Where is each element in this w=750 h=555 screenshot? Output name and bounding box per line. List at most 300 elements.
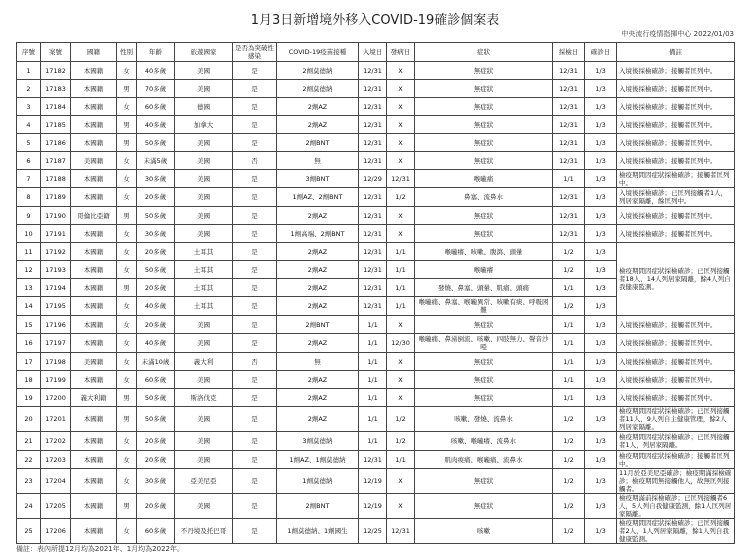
table-row bbox=[17, 225, 735, 243]
cell-vaccine: 3劑BNT bbox=[277, 170, 359, 188]
header-remark: 備註 bbox=[617, 43, 735, 62]
cell-sex: 男 bbox=[117, 407, 137, 432]
cell-breakthrough: 是 bbox=[233, 62, 277, 80]
header-breakthrough: 是否為突破性感染 bbox=[233, 43, 277, 62]
cell-nationality: 本國籍 bbox=[71, 261, 117, 279]
cell-remark: 入境後採檢確診；接觸者匡列中。 bbox=[617, 316, 735, 334]
cell-age: 20多歲 bbox=[137, 316, 175, 334]
cell-vaccine: 2劑莫德納 bbox=[277, 80, 359, 98]
cell-breakthrough: 是 bbox=[233, 451, 277, 469]
cell-nationality: 本國籍 bbox=[71, 134, 117, 152]
cell-serial: 13 bbox=[17, 279, 41, 297]
cell-onset-date: X bbox=[387, 353, 415, 371]
cell-entry-date: 12/31 bbox=[359, 207, 387, 225]
cell-onset-date: 1/2 bbox=[387, 407, 415, 432]
cell-serial: 8 bbox=[17, 188, 41, 207]
cell-sample-date: 12/31 bbox=[553, 134, 585, 152]
cell-nationality: 本國籍 bbox=[71, 407, 117, 432]
cell-case-no: 17184 bbox=[41, 98, 71, 116]
cell-sex: 男 bbox=[117, 207, 137, 225]
table-row bbox=[17, 134, 735, 152]
table-row bbox=[17, 243, 735, 261]
table-row bbox=[17, 62, 735, 80]
cell-confirm-date: 1/3 bbox=[585, 98, 617, 116]
cell-case-no: 17185 bbox=[41, 116, 71, 134]
cell-case-no: 17190 bbox=[41, 207, 71, 225]
cell-breakthrough: 是 bbox=[233, 279, 277, 297]
cell-breakthrough: 是 bbox=[233, 334, 277, 353]
cell-case-no: 17199 bbox=[41, 371, 71, 389]
cell-nationality: 哥倫比亞籍 bbox=[71, 207, 117, 225]
table-row bbox=[17, 316, 735, 334]
cell-serial: 1 bbox=[17, 62, 41, 80]
cell-sample-date: 1/1 bbox=[553, 279, 585, 297]
table-row bbox=[17, 353, 735, 371]
cell-serial: 21 bbox=[17, 432, 41, 451]
cell-sample-date: 1/2 bbox=[553, 494, 585, 519]
cell-sex: 女 bbox=[117, 98, 137, 116]
cell-confirm-date: 1/3 bbox=[585, 469, 617, 494]
cell-serial: 9 bbox=[17, 207, 41, 225]
cell-serial: 4 bbox=[17, 116, 41, 134]
cell-entry-date: 12/31 bbox=[359, 80, 387, 98]
cell-entry-date: 1/1 bbox=[359, 371, 387, 389]
cell-case-no: 17194 bbox=[41, 279, 71, 297]
cell-entry-date: 12/31 bbox=[359, 279, 387, 297]
cell-serial: 25 bbox=[17, 519, 41, 544]
cell-sex: 女 bbox=[117, 353, 137, 371]
cell-confirm-date: 1/3 bbox=[585, 389, 617, 407]
cell-remark: 入境後採檢確診；接觸者匡列中。 bbox=[617, 62, 735, 80]
cell-vaccine: 1劑高端、2劑BNT bbox=[277, 225, 359, 243]
cell-vaccine: 2劑AZ bbox=[277, 371, 359, 389]
cell-travel-country: 美國 bbox=[175, 432, 233, 451]
header-sample-date: 採檢日 bbox=[553, 43, 585, 62]
table-body bbox=[17, 62, 735, 544]
cell-symptoms: 咳嗽、發燒、流鼻水 bbox=[415, 407, 553, 432]
cell-serial: 23 bbox=[17, 469, 41, 494]
cell-serial: 2 bbox=[17, 80, 41, 98]
cell-breakthrough: 是 bbox=[233, 188, 277, 207]
cell-age: 50多歲 bbox=[137, 389, 175, 407]
cell-sample-date: 1/2 bbox=[553, 297, 585, 316]
cell-onset-date: X bbox=[387, 98, 415, 116]
cell-nationality: 本國籍 bbox=[71, 188, 117, 207]
cell-case-no: 17205 bbox=[41, 494, 71, 519]
cell-onset-date: 1/2 bbox=[387, 432, 415, 451]
cell-nationality: 本國籍 bbox=[71, 451, 117, 469]
cell-confirm-date: 1/3 bbox=[585, 170, 617, 188]
cell-remark: 檢疫期滿前採檢確診；已匡列接觸者6人，5人列自我健康監測，餘1人匡列居家隔離。 bbox=[617, 494, 735, 519]
cell-remark: 檢疫期間因症狀採檢確診；已匡列接觸者11人，9人列自主健康管理，餘2人列居家隔離。 bbox=[617, 407, 735, 432]
cell-sex: 男 bbox=[117, 494, 137, 519]
cell-breakthrough: 是 bbox=[233, 389, 277, 407]
cell-remark: 入境後採檢確診；接觸者匡列中。 bbox=[617, 225, 735, 243]
cell-sex: 男 bbox=[117, 134, 137, 152]
cell-sample-date: 1/2 bbox=[553, 469, 585, 494]
cell-symptoms: 無症狀 bbox=[415, 225, 553, 243]
cell-sex: 女 bbox=[117, 519, 137, 544]
cell-age: 未滿5歲 bbox=[137, 152, 175, 170]
cell-remark: 入境後採檢確診；接觸者匡列中。 bbox=[617, 207, 735, 225]
table-row bbox=[17, 152, 735, 170]
cell-entry-date: 12/31 bbox=[359, 152, 387, 170]
table-row bbox=[17, 451, 735, 469]
cell-remark: 入境後採檢確診；接觸者匡列中。 bbox=[617, 389, 735, 407]
cell-onset-date: X bbox=[387, 207, 415, 225]
cell-entry-date: 12/19 bbox=[359, 469, 387, 494]
cell-case-no: 17186 bbox=[41, 134, 71, 152]
cell-travel-country: 斯洛伐克 bbox=[175, 389, 233, 407]
cell-age: 60多歲 bbox=[137, 98, 175, 116]
cell-travel-country: 美國 bbox=[175, 152, 233, 170]
cell-onset-date: 12/31 bbox=[387, 519, 415, 544]
cell-sample-date: 12/31 bbox=[553, 225, 585, 243]
cell-case-no: 17202 bbox=[41, 432, 71, 451]
cell-travel-country: 美國 bbox=[175, 188, 233, 207]
cell-onset-date: 1/2 bbox=[387, 188, 415, 207]
cell-symptoms: 無症狀 bbox=[415, 134, 553, 152]
cell-travel-country: 美國 bbox=[175, 494, 233, 519]
header-symptoms: 症狀 bbox=[415, 43, 553, 62]
cell-breakthrough: 是 bbox=[233, 116, 277, 134]
cell-breakthrough: 否 bbox=[233, 353, 277, 371]
header-travel-country: 旅遊國家 bbox=[175, 43, 233, 62]
cell-sample-date: 1/1 bbox=[553, 334, 585, 353]
cell-sex: 男 bbox=[117, 116, 137, 134]
cell-serial: 12 bbox=[17, 261, 41, 279]
cell-entry-date: 12/31 bbox=[359, 243, 387, 261]
cell-travel-country: 加拿大 bbox=[175, 116, 233, 134]
cell-case-no: 17204 bbox=[41, 469, 71, 494]
cell-serial: 10 bbox=[17, 225, 41, 243]
cell-serial: 24 bbox=[17, 494, 41, 519]
cell-confirm-date: 1/3 bbox=[585, 432, 617, 451]
cell-symptoms: 無症狀 bbox=[415, 80, 553, 98]
cell-travel-country: 亞美尼亞 bbox=[175, 469, 233, 494]
cell-sex: 女 bbox=[117, 62, 137, 80]
cell-age: 40多歲 bbox=[137, 62, 175, 80]
cell-vaccine: 2劑AZ bbox=[277, 98, 359, 116]
cell-vaccine: 無 bbox=[277, 152, 359, 170]
cell-age: 50多歲 bbox=[137, 261, 175, 279]
cell-age: 30多歲 bbox=[137, 225, 175, 243]
cell-nationality: 本國籍 bbox=[71, 116, 117, 134]
cell-symptoms: 無症狀 bbox=[415, 152, 553, 170]
cell-nationality: 本國籍 bbox=[71, 297, 117, 316]
cell-remark: 入境後採檢確診；接觸者匡列中。 bbox=[617, 98, 735, 116]
table-row bbox=[17, 170, 735, 188]
cell-onset-date: X bbox=[387, 494, 415, 519]
cell-onset-date: 1/1 bbox=[387, 243, 415, 261]
cell-travel-country: 美國 bbox=[175, 62, 233, 80]
cell-entry-date: 12/31 bbox=[359, 297, 387, 316]
cell-case-no: 17193 bbox=[41, 261, 71, 279]
cell-confirm-date: 1/3 bbox=[585, 334, 617, 353]
cell-serial: 18 bbox=[17, 371, 41, 389]
cell-breakthrough: 是 bbox=[233, 494, 277, 519]
cell-nationality: 本國籍 bbox=[71, 62, 117, 80]
cell-serial: 5 bbox=[17, 134, 41, 152]
cell-entry-date: 12/31 bbox=[359, 116, 387, 134]
cell-remark: 入境後採檢確診；接觸者匡列中。 bbox=[617, 134, 735, 152]
cell-vaccine: 1劑莫德納 bbox=[277, 469, 359, 494]
cell-confirm-date: 1/3 bbox=[585, 371, 617, 389]
cell-case-no: 17182 bbox=[41, 62, 71, 80]
cell-vaccine: 2劑AZ bbox=[277, 243, 359, 261]
cell-case-no: 17189 bbox=[41, 188, 71, 207]
cell-sample-date: 12/31 bbox=[553, 207, 585, 225]
cell-sample-date: 1/2 bbox=[553, 432, 585, 451]
cell-sex: 女 bbox=[117, 432, 137, 451]
cell-case-no: 17203 bbox=[41, 451, 71, 469]
cell-travel-country: 美國 bbox=[175, 134, 233, 152]
cell-nationality: 美國籍 bbox=[71, 152, 117, 170]
cell-breakthrough: 是 bbox=[233, 316, 277, 334]
header-entry-date: 入境日 bbox=[359, 43, 387, 62]
cell-entry-date: 12/25 bbox=[359, 519, 387, 544]
cell-travel-country: 美國 bbox=[175, 407, 233, 432]
cell-travel-country: 不丹境及托巴哥 bbox=[175, 519, 233, 544]
cell-vaccine: 2劑AZ bbox=[277, 407, 359, 432]
cell-case-no: 17187 bbox=[41, 152, 71, 170]
header-sex: 性別 bbox=[117, 43, 137, 62]
cell-vaccine: 3劑莫德納 bbox=[277, 432, 359, 451]
cell-nationality: 義大利籍 bbox=[71, 389, 117, 407]
cell-travel-country: 土耳其 bbox=[175, 261, 233, 279]
cell-age: 40多歲 bbox=[137, 116, 175, 134]
cell-age: 未滿10歲 bbox=[137, 353, 175, 371]
cell-sample-date: 1/2 bbox=[553, 407, 585, 432]
cell-entry-date: 1/1 bbox=[359, 432, 387, 451]
cell-breakthrough: 是 bbox=[233, 469, 277, 494]
cell-nationality: 美國籍 bbox=[71, 353, 117, 371]
cell-sample-date: 12/31 bbox=[553, 152, 585, 170]
cell-confirm-date: 1/3 bbox=[585, 243, 617, 261]
cell-breakthrough: 是 bbox=[233, 225, 277, 243]
cell-symptoms: 肌肉痠痛、喉嚨痛、流鼻水 bbox=[415, 451, 553, 469]
cell-age: 20多歲 bbox=[137, 279, 175, 297]
cell-breakthrough: 是 bbox=[233, 134, 277, 152]
cell-nationality: 本國籍 bbox=[71, 279, 117, 297]
cell-symptoms: 無症狀 bbox=[415, 62, 553, 80]
cell-age: 20多歲 bbox=[137, 243, 175, 261]
cell-sex: 男 bbox=[117, 279, 137, 297]
cell-serial: 11 bbox=[17, 243, 41, 261]
cell-symptoms: 喉嚨痛、鼻涕倒流、咳嗽、四肢無力、聲音沙啞 bbox=[415, 334, 553, 353]
cell-sample-date: 12/31 bbox=[553, 62, 585, 80]
cell-travel-country: 美國 bbox=[175, 316, 233, 334]
cell-travel-country: 美國 bbox=[175, 207, 233, 225]
cell-age: 20多歲 bbox=[137, 451, 175, 469]
cell-onset-date: X bbox=[387, 316, 415, 334]
cell-sample-date: 12/31 bbox=[553, 116, 585, 134]
cell-onset-date: X bbox=[387, 62, 415, 80]
cell-symptoms: 喉嚨痛、鼻塞、喉嚨異常、咳嗽有痰、呼吸困難 bbox=[415, 297, 553, 316]
cell-sex: 女 bbox=[117, 188, 137, 207]
cell-breakthrough: 是 bbox=[233, 432, 277, 451]
cell-age: 20多歲 bbox=[137, 188, 175, 207]
cell-nationality: 本國籍 bbox=[71, 469, 117, 494]
cell-sample-date: 12/31 bbox=[553, 98, 585, 116]
cell-symptoms: 鼻塞、流鼻水 bbox=[415, 188, 553, 207]
cell-sex: 女 bbox=[117, 152, 137, 170]
cell-confirm-date: 1/3 bbox=[585, 207, 617, 225]
cell-travel-country: 美國 bbox=[175, 451, 233, 469]
cell-remark: 檢疫期間因症狀採檢確診；已匡列接觸者2人，1人列居家隔離，餘1人列自我健康監測。 bbox=[617, 519, 735, 544]
cell-travel-country: 土耳其 bbox=[175, 297, 233, 316]
cell-breakthrough: 是 bbox=[233, 371, 277, 389]
cell-entry-date: 12/19 bbox=[359, 494, 387, 519]
cell-onset-date: X bbox=[387, 152, 415, 170]
cell-remark: 入境後採檢確診；接觸者匡列中。 bbox=[617, 334, 735, 353]
cell-sample-date: 1/2 bbox=[553, 261, 585, 279]
cell-entry-date: 1/1 bbox=[359, 407, 387, 432]
cell-sample-date: 1/2 bbox=[553, 243, 585, 261]
cell-confirm-date: 1/3 bbox=[585, 451, 617, 469]
cell-confirm-date: 1/3 bbox=[585, 134, 617, 152]
cell-nationality: 本國籍 bbox=[71, 519, 117, 544]
cell-age: 20多歲 bbox=[137, 432, 175, 451]
cell-sample-date: 12/31 bbox=[553, 80, 585, 98]
cell-remark: 檢疫期間因症狀採檢確診；已匡列接觸者18人、14人列居家隔離，餘4人列自我健康監測。 bbox=[617, 243, 735, 316]
cell-onset-date: X bbox=[387, 225, 415, 243]
cell-vaccine: 2劑BNT bbox=[277, 316, 359, 334]
cell-onset-date: X bbox=[387, 469, 415, 494]
cell-vaccine: 2劑BNT bbox=[277, 134, 359, 152]
cell-serial: 6 bbox=[17, 152, 41, 170]
cell-remark: 入境後採檢確診；接觸者匡列中。 bbox=[617, 80, 735, 98]
table-row bbox=[17, 407, 735, 432]
cell-symptoms: 無症狀 bbox=[415, 316, 553, 334]
cell-onset-date: 1/1 bbox=[387, 279, 415, 297]
cell-symptoms: 無症狀 bbox=[415, 116, 553, 134]
cell-sex: 女 bbox=[117, 451, 137, 469]
cell-age: 40多歲 bbox=[137, 334, 175, 353]
cell-sex: 女 bbox=[117, 334, 137, 353]
table-header-row bbox=[17, 43, 735, 62]
cell-vaccine: 1劑莫德納、1劑國生 bbox=[277, 519, 359, 544]
case-table bbox=[16, 42, 735, 544]
cell-nationality: 本國籍 bbox=[71, 494, 117, 519]
cell-serial: 17 bbox=[17, 353, 41, 371]
cell-onset-date: X bbox=[387, 371, 415, 389]
header-onset-date: 發病日 bbox=[387, 43, 415, 62]
cell-case-no: 17197 bbox=[41, 334, 71, 353]
table-row bbox=[17, 188, 735, 207]
cell-travel-country: 美國 bbox=[175, 225, 233, 243]
cell-symptoms: 無症狀 bbox=[415, 98, 553, 116]
cell-confirm-date: 1/3 bbox=[585, 353, 617, 371]
cell-breakthrough: 是 bbox=[233, 80, 277, 98]
cell-age: 50多歲 bbox=[137, 407, 175, 432]
cell-serial: 19 bbox=[17, 389, 41, 407]
cell-vaccine: 2劑AZ bbox=[277, 279, 359, 297]
cell-symptoms: 無症狀 bbox=[415, 353, 553, 371]
cell-travel-country: 土耳其 bbox=[175, 243, 233, 261]
cell-remark: 檢疫期間因症狀採檢確診；接觸者匡列中。 bbox=[617, 170, 735, 188]
cell-serial: 15 bbox=[17, 316, 41, 334]
cell-nationality: 本國籍 bbox=[71, 334, 117, 353]
table-row bbox=[17, 334, 735, 353]
cell-breakthrough: 是 bbox=[233, 297, 277, 316]
cell-age: 50多歲 bbox=[137, 207, 175, 225]
cell-vaccine: 2劑AZ bbox=[277, 297, 359, 316]
cell-symptoms: 無症狀 bbox=[415, 371, 553, 389]
cell-case-no: 17188 bbox=[41, 170, 71, 188]
header-vaccine: COVID-19疫苗接種 bbox=[277, 43, 359, 62]
cell-vaccine: 2劑BNT bbox=[277, 494, 359, 519]
cell-remark: 檢疫期間因症狀採檢確診；已匡列接觸者1人，列居家隔離。 bbox=[617, 432, 735, 451]
cell-confirm-date: 1/3 bbox=[585, 261, 617, 279]
cell-confirm-date: 1/3 bbox=[585, 188, 617, 207]
cell-symptoms: 喉嚨癢 bbox=[415, 261, 553, 279]
cell-confirm-date: 1/3 bbox=[585, 152, 617, 170]
cell-onset-date: 1/1 bbox=[387, 261, 415, 279]
cell-case-no: 17206 bbox=[41, 519, 71, 544]
cell-travel-country: 美國 bbox=[175, 170, 233, 188]
cell-onset-date: X bbox=[387, 116, 415, 134]
cell-symptoms: 無症狀 bbox=[415, 207, 553, 225]
cell-nationality: 本國籍 bbox=[71, 371, 117, 389]
cell-sex: 男 bbox=[117, 80, 137, 98]
cell-serial: 16 bbox=[17, 334, 41, 353]
cell-onset-date: 12/30 bbox=[387, 334, 415, 353]
table-row bbox=[17, 371, 735, 389]
table-row bbox=[17, 469, 735, 494]
cell-breakthrough: 是 bbox=[233, 207, 277, 225]
cell-sex: 女 bbox=[117, 316, 137, 334]
cell-sex: 女 bbox=[117, 469, 137, 494]
table-row bbox=[17, 80, 735, 98]
cell-travel-country: 義大利 bbox=[175, 353, 233, 371]
cell-confirm-date: 1/3 bbox=[585, 62, 617, 80]
cell-entry-date: 1/1 bbox=[359, 316, 387, 334]
cell-serial: 3 bbox=[17, 98, 41, 116]
cell-breakthrough: 是 bbox=[233, 170, 277, 188]
cell-confirm-date: 1/3 bbox=[585, 279, 617, 297]
table-row bbox=[17, 98, 735, 116]
cell-nationality: 本國籍 bbox=[71, 98, 117, 116]
cell-vaccine: 2劑AZ bbox=[277, 334, 359, 353]
cell-sex: 男 bbox=[117, 389, 137, 407]
cell-nationality: 本國籍 bbox=[71, 432, 117, 451]
cell-case-no: 17191 bbox=[41, 225, 71, 243]
cell-age: 70多歲 bbox=[137, 80, 175, 98]
cell-entry-date: 12/31 bbox=[359, 451, 387, 469]
cell-age: 50多歲 bbox=[137, 134, 175, 152]
cell-vaccine: 2劑AZ bbox=[277, 389, 359, 407]
cell-symptoms: 咳嗽 bbox=[415, 519, 553, 544]
header-case-no: 案號 bbox=[41, 43, 71, 62]
cell-onset-date: 1/1 bbox=[387, 297, 415, 316]
cell-sample-date: 1/2 bbox=[553, 451, 585, 469]
cell-travel-country: 德國 bbox=[175, 98, 233, 116]
header-serial: 序號 bbox=[17, 43, 41, 62]
cell-sample-date: 12/31 bbox=[553, 188, 585, 207]
cell-entry-date: 12/31 bbox=[359, 62, 387, 80]
cell-travel-country: 美國 bbox=[175, 80, 233, 98]
cell-confirm-date: 1/3 bbox=[585, 80, 617, 98]
cell-vaccine: 1劑AZ、1劑莫德納 bbox=[277, 451, 359, 469]
cell-breakthrough: 是 bbox=[233, 261, 277, 279]
table-row bbox=[17, 116, 735, 134]
cell-serial: 22 bbox=[17, 451, 41, 469]
cell-sex: 女 bbox=[117, 371, 137, 389]
cell-travel-country: 美國 bbox=[175, 334, 233, 353]
header-age: 年齡 bbox=[137, 43, 175, 62]
header-confirm-date: 確診日 bbox=[585, 43, 617, 62]
